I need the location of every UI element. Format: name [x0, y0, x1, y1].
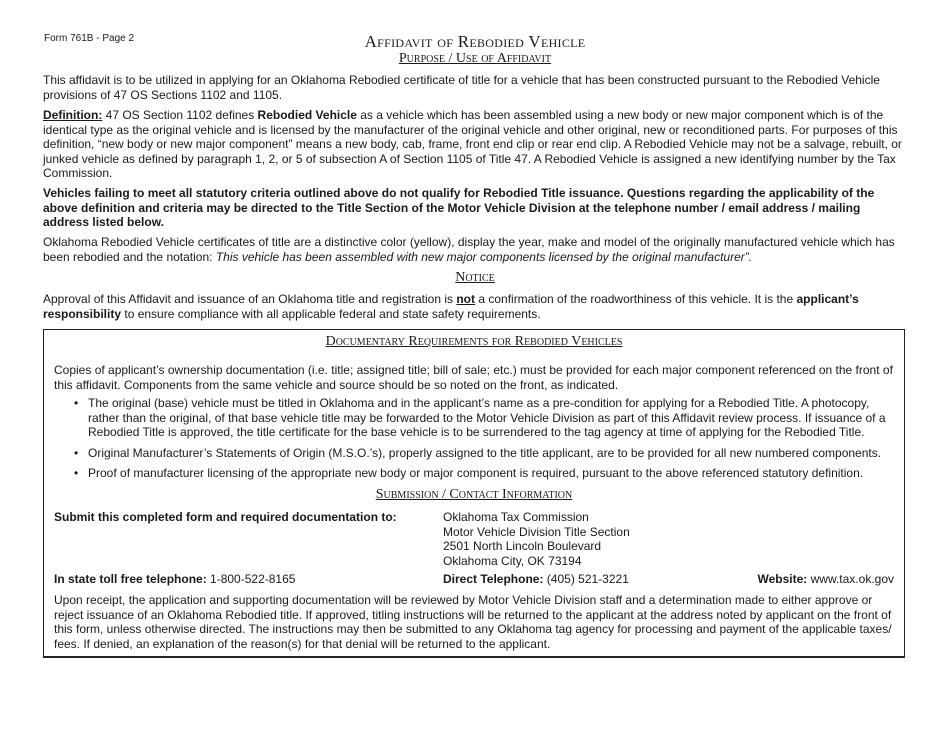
- certificate-paragraph: [43, 235, 905, 264]
- address-line: Oklahoma Tax Commission: [443, 510, 589, 524]
- notice-responsibility: applicant’s responsibility: [43, 292, 859, 321]
- notice-text-2: a confirmation of the roadworthiness of this vehicle. It is the: [475, 292, 797, 306]
- submit-label: Submit this completed form and required documentation to:: [54, 510, 397, 524]
- certificate-text: Oklahoma Rebodied Vehicle certificates of title are a distinctive color (yellow), display the year, make and model of the originally manufactured vehicle which has been rebodied and the notation:: [43, 235, 895, 264]
- doc-req-intro: Copies of applicant’s ownership documentation (i.e. title; assigned title; bill of sale; etc.) must be provided for each major component referenced on the front of this affidavit. Components from the same vehicle and source should be so noted on the front, as indicated.: [54, 363, 893, 392]
- tollfree-label: In state toll free telephone:: [54, 572, 207, 586]
- warning-paragraph: Vehicles failing to meet all statutory criteria outlined above do not qualify for Rebodied Title issuance. Questions regarding the applicability of the above definition and criteria may be directed to the Title Section of the Motor Vehicle Division at the telephone number / email address / mailing address listed below.: [43, 186, 875, 229]
- form-id: Form 761B - Page 2: [44, 33, 135, 44]
- notice-text-3: to ensure compliance with all applicable federal and state safety requirements.: [121, 306, 541, 321]
- purpose-paragraph: This affidavit is to be utilized in applying for an Oklahoma Rebodied certificate of title for a vehicle that has been constructed pursuant to the Rebodied Vehicle provisions of 47 OS Sections 1102 and 1105.: [43, 73, 880, 102]
- doc-req-bullets: [74, 396, 896, 487]
- website-label: Website:: [757, 572, 808, 586]
- definition-term: Rebodied Vehicle: [257, 108, 357, 122]
- bullet-icon: •: [74, 445, 79, 460]
- bullet-text: Proof of manufacturer licensing of the appropriate new body or major component is required, pursuant to the above referenced statutory definition.: [88, 466, 864, 480]
- definition-label: Definition:: [43, 108, 103, 122]
- notice-not: not: [456, 292, 475, 306]
- page-subtitle: Purpose / Use of Affidavit: [398, 51, 552, 66]
- tollfree-value: 1-800-522-8165: [206, 572, 296, 586]
- list-item: [74, 446, 896, 461]
- direct-phone: [443, 572, 629, 586]
- address-line: Oklahoma City, OK 73194: [443, 553, 582, 568]
- doc-req-heading: Documentary Requirements for Rebodied Vehicles: [325, 334, 623, 349]
- list-item: [74, 466, 896, 481]
- notice-paragraph: [43, 292, 905, 321]
- requirements-box: [43, 329, 905, 658]
- bullet-icon: •: [74, 396, 79, 410]
- mailing-address: [443, 510, 630, 568]
- website-value: www.tax.ok.gov: [807, 572, 894, 586]
- bullet-icon: •: [74, 466, 79, 480]
- submission-heading: Submission / Contact Information: [375, 487, 573, 502]
- bullet-text: Original Manufacturer’s Statements of Origin (M.S.O.’s), properly assigned to the title applicant, are to be provided for all new numbered components.: [88, 445, 882, 460]
- list-item: [74, 396, 896, 440]
- certificate-notation: This vehicle has been assembled with new major components licensed by the original manufacturer”.: [215, 249, 753, 264]
- address-line: 2501 North Lincoln Boulevard: [443, 539, 602, 553]
- bullet-text: The original (base) vehicle must be titled in Oklahoma and in the applicant’s name as a pre-condition for applying for a Rebodied Title. A photocopy, rather than the original, of that base vehicle title may be forwarded to the Motor Vehicle Division as part of this Affidavit review process. If issuance of a Rebodied Title is approved, the title certificate for the base vehicle is to be surrendered to the tag agency at time of applying for the Rebodied Title.: [88, 396, 886, 439]
- direct-label: Direct Telephone:: [443, 572, 544, 586]
- definition-text-2: as a vehicle which has been assembled using a new body or new major component which is of the identical type as the original vehicle and is licensed by the manufacturer of the original vehicle and other original, new or reconditioned parts. For purposes of this definition, “new body or new major component” means a new body, cab, frame, front end clip or rear end clip. A Rebodied Vehicle may not be a salvage, rebuilt, or junked vehicle as defined by paragraph 1, 2, or 5 of subsection A of Section 1105 of Title 47. A Rebodied Vehicle is assigned a new identifying number by the Tax Commission.: [43, 108, 902, 180]
- page-title: Affidavit of Rebodied Vehicle: [364, 32, 586, 51]
- website: [758, 572, 895, 586]
- notice-text-1: Approval of this Affidavit and issuance of an Oklahoma title and registration is: [43, 292, 457, 306]
- tollfree-phone: [54, 572, 295, 586]
- definition-text-1: 47 OS Section 1102 defines: [102, 108, 258, 122]
- closing-paragraph: Upon receipt, the application and supporting documentation will be reviewed by Motor Vehicle Division staff and a determination made to either approve or reject issuance of an Oklahoma Rebodied title. If approved, titling instructions will be returned to the applicant at the address noted by applicant on the front of this form, unless otherwise directed. The instructions may then be submitted to any Oklahoma tag agency for processing and payment of the applicable taxes/ fees. If denied, an explanation of the reason(s) for that denial will be returned to the applicant.: [54, 593, 892, 651]
- direct-value: (405) 521-3221: [543, 572, 629, 586]
- address-line: Motor Vehicle Division Title Section: [443, 524, 630, 539]
- definition-paragraph: [43, 108, 905, 181]
- notice-heading: Notice: [455, 270, 495, 285]
